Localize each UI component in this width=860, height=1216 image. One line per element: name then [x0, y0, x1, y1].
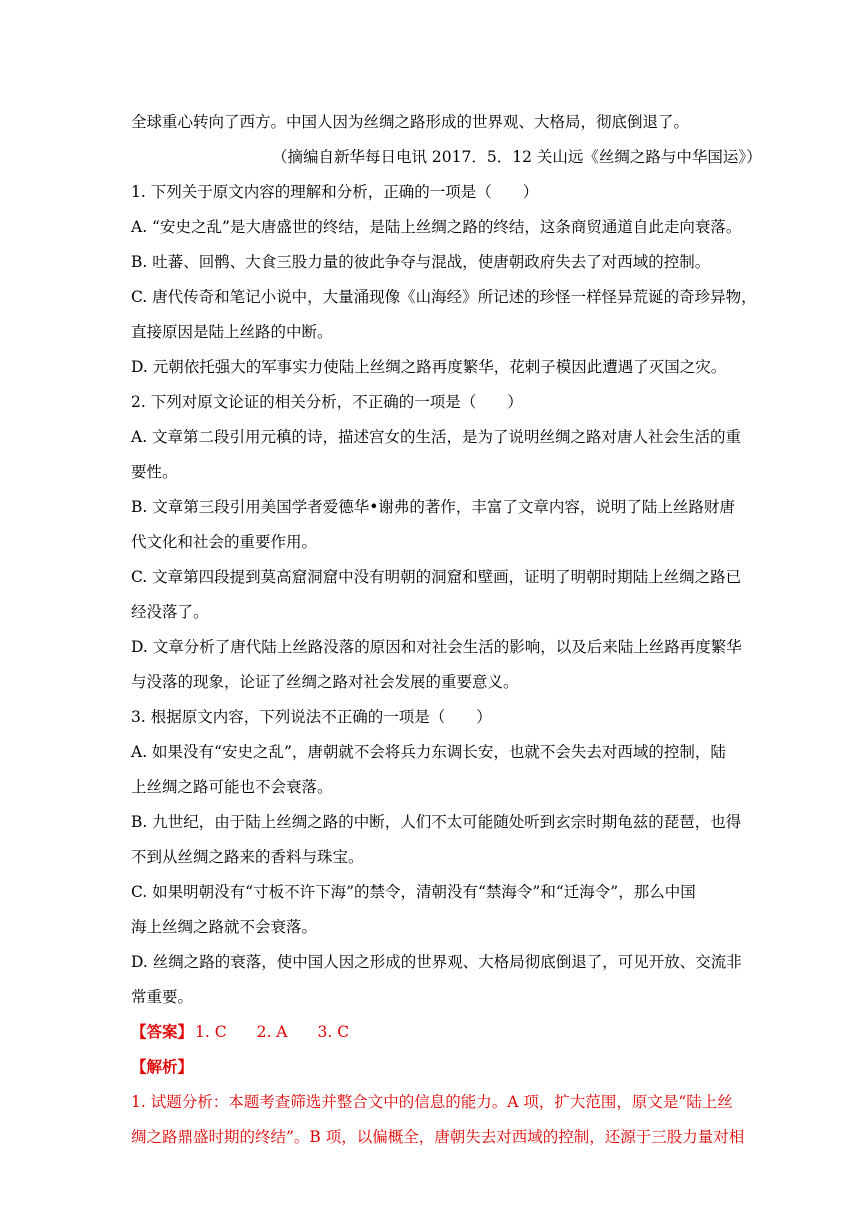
question-2-option-c: C. 文章第四段提到莫高窟洞窟中没有明朝的洞窟和壁画，证明了明朝时期陆上丝绸之路已: [131, 568, 742, 586]
question-1-option-d: D. 元朝依托强大的军事实力使陆上丝绸之路再度繁华，花剌子模因此遭遇了灭国之灾。: [131, 358, 727, 376]
question-2-option-b-cont: 代文化和社会的重要作用。: [131, 533, 318, 551]
analysis-label: 【解析】: [131, 1057, 194, 1076]
question-3-stem: 3. 根据原文内容，下列说法不正确的一项是（ ）: [131, 708, 492, 726]
analysis-line-2: 绸之路鼎盛时期的终结”。B 项，以偏概全，唐朝失去对西域的控制，还源于三股力量对相: [131, 1128, 745, 1146]
question-2-option-a: A. 文章第二段引用元稹的诗，描述宫女的生活，是为了说明丝绸之路对唐人社会生活的重: [131, 428, 742, 446]
question-3-option-c-cont: 海上丝绸之路就不会衰落。: [131, 918, 318, 936]
question-2-stem: 2. 下列对原文论证的相关分析，不正确的一项是（ ）: [131, 393, 523, 411]
answer-value-1: 1. C: [195, 1023, 227, 1041]
question-2-option-a-cont: 要性。: [131, 463, 178, 481]
question-3-option-b-cont: 不到从丝绸之路来的香料与珠宝。: [131, 848, 364, 866]
passage-source-citation: （摘编自新华每日电讯 2017．5．12 关山远《丝绸之路与中华国运》）: [272, 148, 762, 166]
answer-value-2: 2. A: [256, 1023, 288, 1041]
answer-line: [131, 1022, 379, 1042]
answer-label: 【答案】: [131, 1022, 194, 1041]
question-3-option-d: D. 丝绸之路的衰落，使中国人因之形成的世界观、大格局彻底倒退了，可见开放、交流非: [131, 953, 742, 971]
answer-values: [195, 1023, 379, 1041]
question-2-option-d-cont: 与没落的现象，论证了丝绸之路对社会发展的重要意义。: [131, 673, 519, 691]
question-1-option-b: B. 吐蕃、回鹘、大食三股力量的彼此争夺与混战，使唐朝政府失去了对西域的控制。: [131, 253, 711, 271]
question-1-stem: 1. 下列关于原文内容的理解和分析，正确的一项是（ ）: [131, 183, 539, 201]
question-1-option-c-cont: 直接原因是陆上丝路的中断。: [131, 323, 333, 341]
analysis-line-1: 1. 试题分析：本题考查筛选并整合文中的信息的能力。A 项，扩大范围，原文是“陆上丝: [131, 1093, 733, 1111]
answer-value-3: 3. C: [317, 1023, 350, 1041]
question-2-option-c-cont: 经没落了。: [131, 603, 209, 621]
question-3-option-a-cont: 上丝绸之路可能也不会衰落。: [131, 778, 333, 796]
question-2-option-d: D. 文章分析了唐代陆上丝路没落的原因和对社会生活的影响，以及后来陆上丝路再度繁华: [131, 638, 742, 656]
question-3-option-d-cont: 常重要。: [131, 988, 194, 1006]
question-1-option-c: C. 唐代传奇和笔记小说中，大量涌现像《山海经》所记述的珍怪一样怪异荒诞的奇珍异物，: [131, 288, 757, 306]
question-1-option-a: A. “安史之乱”是大唐盛世的终结，是陆上丝绸之路的终结，这条商贸通道自此走向衰落。: [131, 218, 742, 236]
question-3-option-b: B. 九世纪，由于陆上丝绸之路的中断，人们不太可能随处听到玄宗时期龟兹的琵琶，也得: [131, 813, 742, 831]
passage-closing-line: 全球重心转向了西方。中国人因为丝绸之路形成的世界观、大格局，彻底倒退了。: [131, 113, 690, 131]
question-3-option-c: C. 如果明朝没有“寸板不许下海”的禁令，清朝没有“禁海令”和“迁海令”，那么中国: [131, 883, 696, 901]
question-2-option-b: B. 文章第三段引用美国学者爱德华•谢弗的著作，丰富了文章内容，说明了陆上丝路财唐: [131, 498, 735, 516]
question-3-option-a: A. 如果没有“安史之乱”，唐朝就不会将兵力东调长安，也就不会失去对西域的控制，陆: [131, 743, 726, 761]
